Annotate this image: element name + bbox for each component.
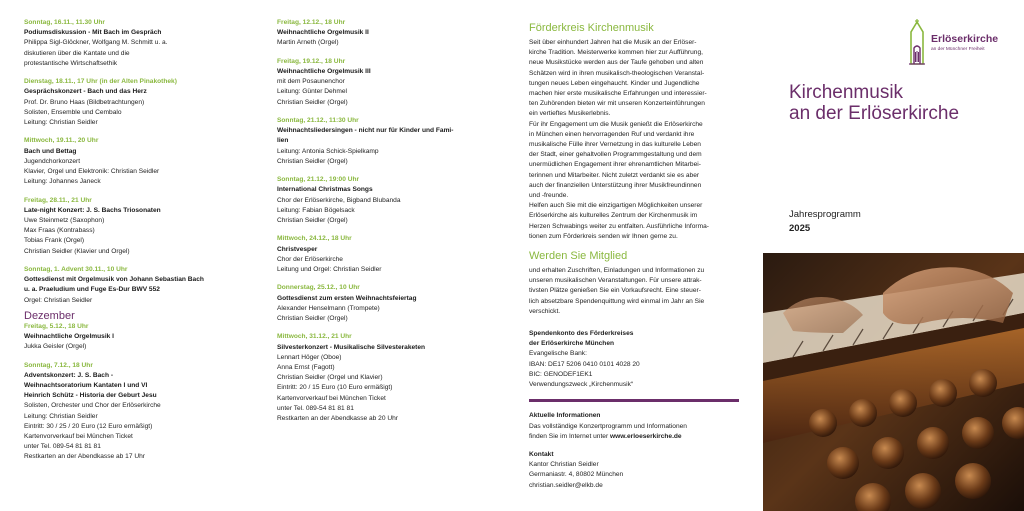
program-column-1 xyxy=(24,18,254,471)
bank-details xyxy=(529,329,739,390)
cover-title-line-2: an der Erlöserkirche xyxy=(789,103,960,124)
event-title: Adventskonzert: J. S. Bach - xyxy=(24,371,114,379)
text-line: ten Zuhörenden bieten wir mit unseren Konzerteinführungen xyxy=(529,100,705,108)
text-line: Helfen auch Sie mit die einzigartigen Möglichkeiten unserer xyxy=(529,202,703,210)
iban: IBAN: DE17 5206 0410 0101 4028 20 xyxy=(529,360,640,368)
event-detail: mit dem Posaunenchor xyxy=(277,78,345,86)
text-line: tionen zum Förderkreis senden wir Ihnen gerne zu. xyxy=(529,232,678,240)
event-entry xyxy=(277,283,507,324)
divider xyxy=(529,399,739,402)
event-detail: Jugendchorkonzert xyxy=(24,157,81,165)
event-entry xyxy=(277,175,507,226)
event-title: Weihnachtliche Orgelmusik II xyxy=(277,29,369,37)
event-detail: Jukka Geisler (Orgel) xyxy=(24,343,87,351)
cover-subtitle: Jahresprogramm xyxy=(789,209,861,220)
event-detail: Christian Seidler (Klavier und Orgel) xyxy=(24,247,130,255)
text-line: auch der finanziellen Unterstützung ihrer Musikfreundinnen xyxy=(529,181,702,189)
event-entry xyxy=(24,136,254,187)
event-detail: Orgel: Christian Seidler xyxy=(24,296,93,304)
event-date: Sonntag, 21.12., 19:00 Uhr xyxy=(277,176,360,184)
event-date: Sonntag, 21.12., 11:30 Uhr xyxy=(277,117,359,124)
event-detail: Anna Ernst (Fagott) xyxy=(277,364,335,372)
event-detail: Leitung und Orgel: Christian Seidler xyxy=(277,266,382,274)
event-entry xyxy=(24,265,254,306)
event-detail: Max Fraas (Kontrabass) xyxy=(24,227,95,235)
text-line: machen hier erste musikalische Erfahrungen und interessier- xyxy=(529,90,707,98)
event-detail: Chor der Erlöserkirche xyxy=(277,255,343,263)
event-date: Freitag, 19.12., 18 Uhr xyxy=(277,57,346,65)
membership-text xyxy=(529,266,739,317)
event-detail: Eintritt: 20 / 15 Euro (10 Euro ermäßigt) xyxy=(277,384,393,392)
event-date: Freitag, 5.12., 18 Uhr xyxy=(24,322,89,330)
text-line: Seit über einhundert Jahren hat die Musik an der Erlöser- xyxy=(529,39,697,46)
organ-photo-illustration xyxy=(763,253,1024,511)
event-detail: Alexander Henselmann (Trompete) xyxy=(277,304,380,312)
event-date: Donnerstag, 25.12., 10 Uhr xyxy=(277,284,360,292)
bank-title: Spendenkonto des Förderkreises xyxy=(529,330,634,338)
event-detail: Eintritt: 30 / 25 / 20 Euro (12 Euro ermäßigt) xyxy=(24,422,153,430)
event-entry xyxy=(24,77,254,128)
event-detail: Leitung: Fabian Bögelsack xyxy=(277,206,355,214)
contact-title: Kontakt xyxy=(529,450,554,458)
text-line: der Stadt, einer gehaltvollen Programmgestaltung und dem xyxy=(529,151,702,159)
event-entry xyxy=(24,196,254,257)
text-line: Erlöserkirche als kulturelles Zentrum der Kirchenmusik im xyxy=(529,212,698,220)
contact-name: Kantor Christian Seidler xyxy=(529,461,599,469)
event-detail: Leitung: Günter Dehmel xyxy=(277,88,348,96)
event-date: Mittwoch, 19.11., 20 Uhr xyxy=(24,137,99,145)
event-detail: Uwe Steinmetz (Saxophon) xyxy=(24,217,105,225)
program-column-2 xyxy=(277,18,507,432)
cover-year: 2025 xyxy=(789,223,811,234)
contact-address: Germaniastr. 4, 80802 München xyxy=(529,471,624,479)
text-fragment: finden Sie im Internet unter xyxy=(529,432,611,440)
event-date: Freitag, 12.12., 18 Uhr xyxy=(277,19,346,26)
cover-title-line-1: Kirchenmusik xyxy=(789,82,904,103)
website-link[interactable]: www.erloeserkirche.de xyxy=(610,432,682,440)
text-line: Das vollständige Konzertprogramm und Informationen xyxy=(529,422,687,430)
event-detail: Christian Seidler (Orgel) xyxy=(277,98,348,106)
event-detail: Solisten, Ensemble und Cembalo xyxy=(24,108,122,116)
contact-email[interactable]: christian.seidler@elkb.de xyxy=(529,481,603,489)
event-detail: unter Tel. 089-54 81 81 81 xyxy=(24,443,101,451)
text-line: neue Musikstücke werden aus der Taufe gehoben und alten xyxy=(529,59,704,67)
event-entry xyxy=(24,18,254,69)
event-detail: Chor der Erlöserkirche, Bigband Blubanda xyxy=(277,196,401,204)
text-line: Schätzen wird in ihren musikalisch-theologischen Veranstal- xyxy=(529,69,705,77)
event-entry xyxy=(277,18,507,49)
event-detail: Tobias Frank (Orgel) xyxy=(24,237,85,245)
event-title: Gottesdienst zum ersten Weihnachtsfeiertag xyxy=(277,294,417,302)
event-title: Late-night Konzert: J. S. Bachs Triosonaten xyxy=(24,206,161,214)
event-detail: protestantische Wirtschaftsethik xyxy=(24,59,118,67)
bank-line: Evangelische Bank: xyxy=(529,350,587,358)
event-title: Podiumsdiskussion - Mit Bach im Gespräch xyxy=(24,29,162,37)
event-title: Heinrich Schütz - Historia der Geburt Jesu xyxy=(24,392,157,400)
text-line: musikalische Fülle ihrer Vernetzung in das kulturelle Leben xyxy=(529,141,701,149)
event-title: Weihnachtliche Orgelmusik I xyxy=(24,333,115,341)
event-detail: Prof. Dr. Bruno Haas (Bildbetrachtungen) xyxy=(24,98,145,106)
event-title: International Christmas Songs xyxy=(277,186,373,194)
event-entry xyxy=(24,361,254,463)
event-detail: Kartenvorverkauf bei München Ticket xyxy=(24,433,133,441)
event-detail: Kartenvorverkauf bei München Ticket xyxy=(277,394,386,402)
section-heading: Förderkreis Kirchenmusik xyxy=(529,22,654,34)
text-line: terinnen und Mitarbeiter. Nicht zuletzt verdankt sie es aber xyxy=(529,171,700,179)
event-detail: Klavier, Orgel und Elektronik: Christian Seidler xyxy=(24,168,160,176)
text-line: tungen neues Leben eingehaucht. Kinder und Jugendliche xyxy=(529,79,700,87)
event-title: Bach und Bettag xyxy=(24,147,77,155)
foerderkreis-text xyxy=(529,38,739,242)
event-date: Freitag, 28.11., 21 Uhr xyxy=(24,196,92,204)
event-entry xyxy=(277,57,507,108)
event-detail: Leitung: Johannes Janeck xyxy=(24,178,101,186)
text-line: tivsten Plätze genießen Sie ein Vorkaufsrecht. Eine steuer- xyxy=(529,287,701,295)
bank-line: Verwendungszweck „Kirchenmusik“ xyxy=(529,381,634,389)
text-line: und -freunde. xyxy=(529,192,569,200)
event-detail: Christian Seidler (Orgel) xyxy=(277,157,348,165)
event-detail: unter Tel. 089-54 81 81 81 xyxy=(277,404,354,412)
month-heading: Dezember xyxy=(24,309,75,322)
event-detail: Leitung: Antonia Schick-Spielkamp xyxy=(277,147,379,155)
event-detail: diskutieren über die Kantate und die xyxy=(24,49,130,57)
event-date: Mittwoch, 31.12., 21 Uhr xyxy=(277,333,352,341)
event-date: Sonntag, 7.12., 18 Uhr xyxy=(24,361,93,369)
contact-block xyxy=(529,450,739,491)
info-column xyxy=(529,22,739,491)
text-line: Herzen Schwabings weiter zu entfalten. Ausführliche Informa- xyxy=(529,222,709,230)
event-entry xyxy=(277,234,507,275)
event-title: Gottesdienst mit Orgelmusik von Johann Sebastian Bach xyxy=(24,276,204,284)
brand-name: Erlöserkirche xyxy=(931,33,999,45)
event-date: Dienstag, 18.11., 17 Uhr (in der Alten Pinakothek) xyxy=(24,78,177,86)
event-detail: Martin Arneth (Orgel) xyxy=(277,39,339,47)
event-detail: Christian Seidler (Orgel) xyxy=(277,315,348,323)
info-title: Aktuelle Informationen xyxy=(529,412,601,420)
organ-keyboard-photo xyxy=(763,253,1024,511)
bank-title: der Erlöserkirche München xyxy=(529,340,615,348)
event-detail: Leitung: Christian Seidler xyxy=(24,119,98,127)
current-info xyxy=(529,411,739,442)
text-line: unermüdlichen Engagement ihrer ehrenamtlichen Mitarbei- xyxy=(529,161,701,169)
bic: BIC: GENODEF1EK1 xyxy=(529,370,593,378)
event-title: Gesprächskonzert - Bach und das Herz xyxy=(24,88,147,96)
text-line xyxy=(529,432,739,442)
event-date: Sonntag, 1. Advent 30.11., 10 Uhr xyxy=(24,266,128,274)
text-line: und erhalten Zuschriften, Einladungen und Informationen zu xyxy=(529,267,705,275)
event-title: Weihnachtsliedersingen - nicht nur für Kinder und Fami- xyxy=(277,127,454,135)
event-detail: Christian Seidler (Orgel) xyxy=(277,217,348,225)
event-detail: Philippa Sigl-Glöckner, Wolfgang M. Schmitt u. a. xyxy=(24,39,168,47)
event-date: Mittwoch, 24.12., 18 Uhr xyxy=(277,235,352,243)
brand-subtitle: an der Münchner Freiheit xyxy=(931,47,985,52)
event-entry xyxy=(24,322,254,353)
text-line: Für ihr Engagement um die Musik genießt die Erlöserkirche xyxy=(529,120,703,128)
event-title: Weihnachtsoratorium Kantaten I und VI xyxy=(24,382,148,390)
text-line: lich absetzbare Spendenquittung wird einmal im Jahr an Sie xyxy=(529,297,705,305)
event-entry xyxy=(277,116,507,167)
event-detail: Lennart Höger (Oboe) xyxy=(277,353,342,361)
text-line: in München einen hervorragenden Ruf und verdankt ihre xyxy=(529,130,695,138)
event-date: Sonntag, 16.11., 11.30 Uhr xyxy=(24,19,105,26)
event-title: u. a. Praeludium und Fuge Es-Dur BWV 552 xyxy=(24,286,160,294)
event-detail: Solisten, Orchester und Chor der Erlöserkirche xyxy=(24,402,161,410)
event-detail: Christian Seidler (Orgel und Klavier) xyxy=(277,374,383,382)
text-line: verschickt. xyxy=(529,307,561,315)
event-detail: Restkarten an der Abendkasse ab 20 Uhr xyxy=(277,415,398,423)
section-heading: Werden Sie Mitglied xyxy=(529,250,628,263)
event-title: Christvesper xyxy=(277,245,318,253)
text-line: unseren musikalischen Veranstaltungen. Für unsere attrak- xyxy=(529,277,702,285)
text-line: ein vertieftes Musikerlebnis. xyxy=(529,110,611,118)
text-line: kirche Tradition. Meisterwerke kommen hier zur Aufführung, xyxy=(529,49,703,57)
event-entry xyxy=(277,332,507,424)
event-detail: Restkarten an der Abendkasse ab 17 Uhr xyxy=(24,453,145,461)
event-title: lien xyxy=(277,137,289,145)
event-detail: Leitung: Christian Seidler xyxy=(24,412,98,420)
event-title: Weihnachtliche Orgelmusik III xyxy=(277,68,371,75)
event-title: Silvesterkonzert - Musikalische Silvesteraketen xyxy=(277,343,426,351)
